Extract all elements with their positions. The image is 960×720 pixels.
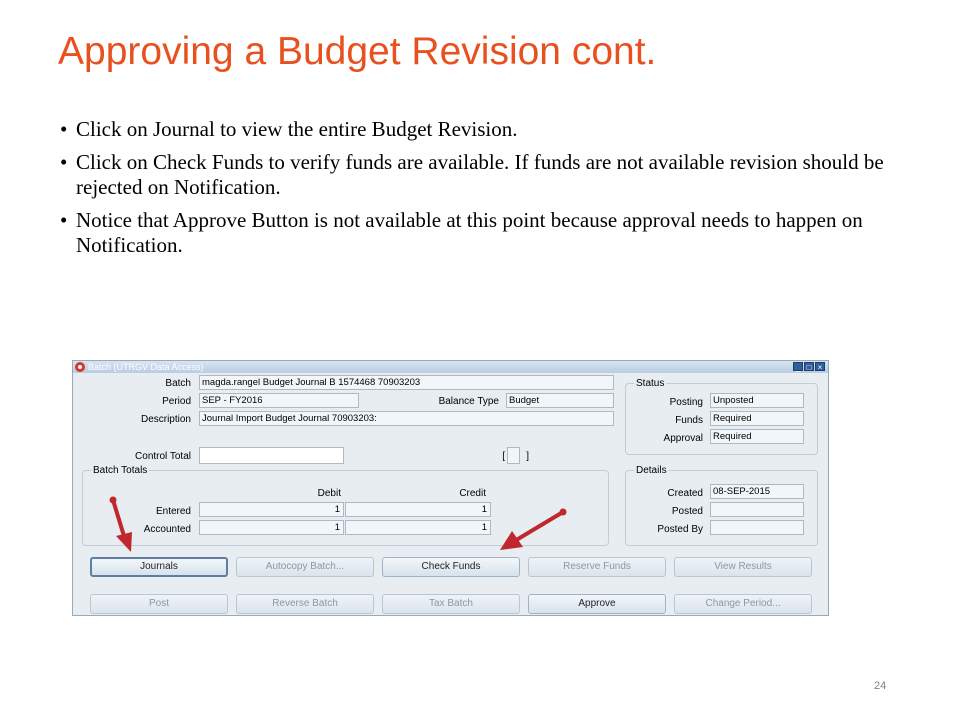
tax-batch-button[interactable]: Tax Batch [382,594,520,614]
accounted-label: Accounted [143,524,191,535]
balance-type-label: Balance Type [438,396,499,407]
oracle-logo-icon [75,362,85,372]
bullet-marker: • [60,117,68,141]
checkbox[interactable] [507,447,520,464]
period-field[interactable]: SEP - FY2016 [199,393,359,408]
funds-label: Funds [675,415,703,426]
slide-title: Approving a Budget Revision cont. [58,30,657,73]
status-group-title: Status [636,378,665,389]
journals-button[interactable]: Journals [90,557,228,577]
entered-label: Entered [155,506,191,517]
autocopy-batch-button[interactable]: Autocopy Batch... [236,557,374,577]
minimize-icon[interactable]: _ [793,362,803,371]
created-label: Created [667,488,703,499]
posted-label: Posted [671,506,703,517]
posted-by-label: Posted By [657,524,703,535]
window-titlebar[interactable] [73,361,828,373]
funds-status-field: Required [710,411,804,426]
approval-status-field: Required [710,429,804,444]
reverse-batch-button[interactable]: Reverse Batch [236,594,374,614]
change-period-button[interactable]: Change Period... [674,594,812,614]
checkbox-bracket-close: ] [526,451,529,462]
bullet-text: Click on Check Funds to verify funds are available. If funds are not available revision should be rejected on Notification. [76,150,884,199]
entered-credit-field: 1 [345,502,491,517]
posting-status-field: Unposted [710,393,804,408]
description-field[interactable]: Journal Import Budget Journal 70903203: [199,411,614,426]
period-label: Period [162,396,191,407]
balance-type-field[interactable]: Budget [506,393,614,408]
accounted-debit-field: 1 [199,520,344,535]
control-total-label: Control Total [135,451,191,462]
window-title: Batch (UTRGV Data Access) [88,362,204,372]
entered-debit-field: 1 [199,502,344,517]
control-total-field[interactable] [199,447,344,464]
bullet-text: Notice that Approve Button is not available at this point because approval needs to happen on Notification. [76,208,863,257]
bullet-item [60,150,920,200]
bullet-text: Click on Journal to view the entire Budget Revision. [76,117,518,141]
batch-form-window [72,360,829,616]
bullet-list [60,117,920,266]
bullet-marker: • [60,150,68,174]
accounted-credit-field: 1 [345,520,491,535]
approval-label: Approval [663,433,703,444]
description-label: Description [140,414,191,425]
created-field: 08-SEP-2015 [710,484,804,499]
credit-header: Credit [459,488,486,499]
batch-label: Batch [165,378,191,389]
reserve-funds-button[interactable]: Reserve Funds [528,557,666,577]
posted-field [710,502,804,517]
batch-totals-title: Batch Totals [93,465,148,476]
debit-header: Debit [317,488,341,499]
posting-label: Posting [669,397,703,408]
bullet-marker: • [60,208,68,232]
batch-field[interactable]: magda.rangel Budget Journal B 1574468 70903203 [199,375,614,390]
details-group-title: Details [636,465,667,476]
view-results-button[interactable]: View Results [674,557,812,577]
post-button[interactable]: Post [90,594,228,614]
approve-button[interactable]: Approve [528,594,666,614]
page-number: 24 [874,680,887,692]
checkbox-bracket-open: [ [502,451,505,462]
close-icon[interactable]: × [815,362,825,371]
posted-by-field [710,520,804,535]
maximize-icon[interactable]: □ [804,362,814,371]
check-funds-button[interactable]: Check Funds [382,557,520,577]
bullet-item [60,208,920,258]
bullet-item [60,117,920,142]
